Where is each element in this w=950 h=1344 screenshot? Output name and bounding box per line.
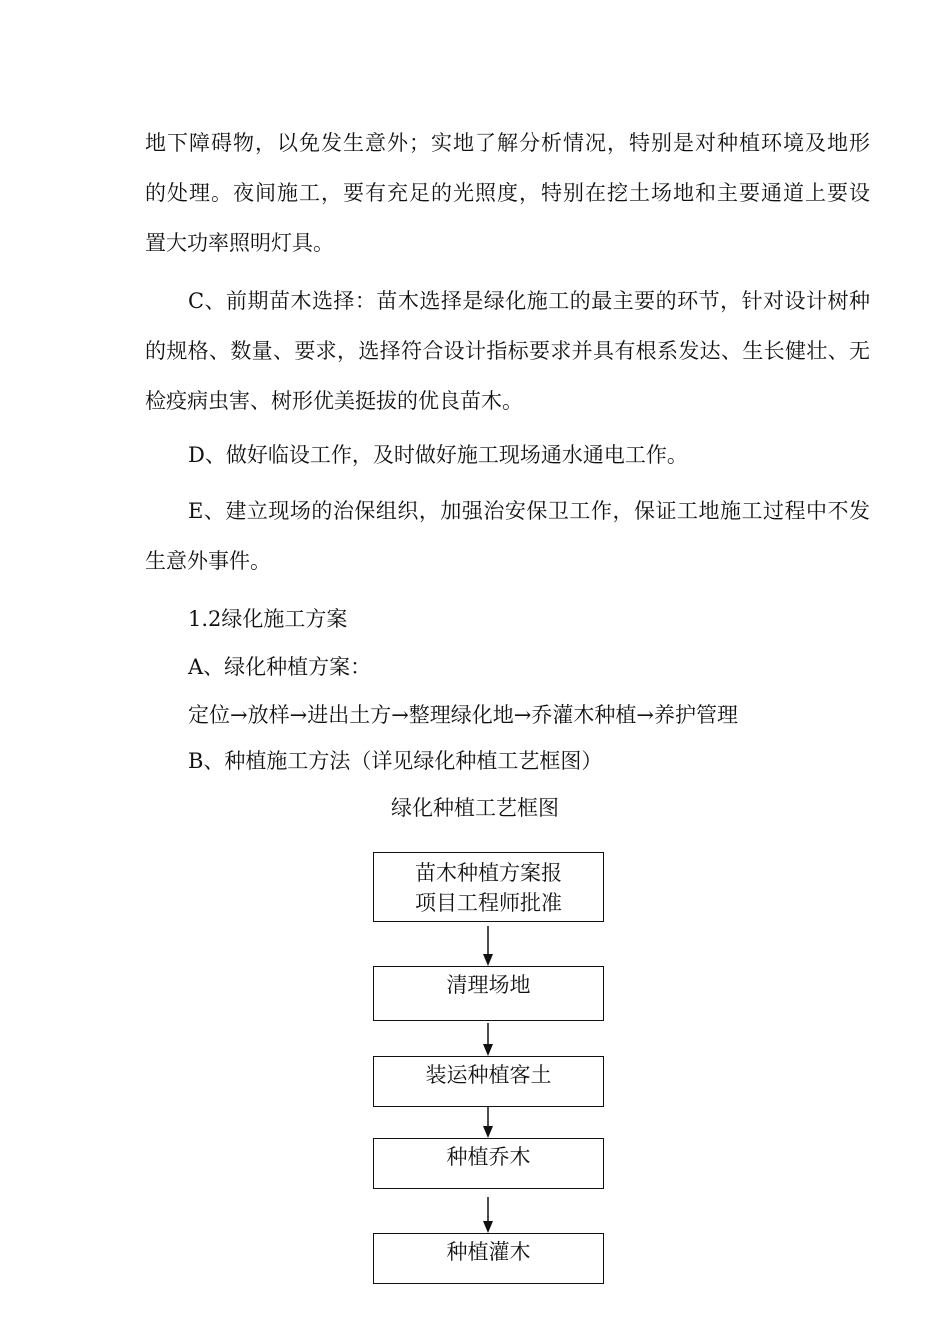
arrow-down-icon [480, 1107, 496, 1138]
flowchart-step-approval [373, 852, 604, 922]
flowchart-step-clear-site [373, 966, 604, 1021]
paragraph-line: 地下障碍物，以免发生意外；实地了解分析情况，特别是对种植环境及地形 [145, 131, 870, 155]
step-text: 装运种植客土 [425, 1063, 552, 1087]
flowchart-step-plant-trees [373, 1138, 604, 1189]
step-text: 苗木种植方案报 [415, 861, 562, 885]
arrow-down-icon [480, 1021, 496, 1056]
paragraph-line: 检疫病虫害、树形优美挺拔的优良苗木。 [145, 389, 523, 413]
step-text: 种植灌木 [446, 1240, 531, 1264]
arrow-down-icon [480, 1195, 496, 1233]
planting-sequence: 定位→放样→进出土方→整理绿化地→乔灌木种植→养护管理 [188, 703, 738, 727]
arrow-down-icon [480, 922, 496, 966]
method-label: B、种植施工方法（详见绿化种植工艺框图） [188, 749, 603, 773]
paragraph-line: 的处理。夜间施工，要有充足的光照度，特别在挖土场地和主要通道上要设 [145, 181, 870, 205]
step-text: 种植乔木 [446, 1145, 531, 1169]
paragraph-line: D、做好临设工作，及时做好施工现场通水通电工作。 [188, 443, 688, 467]
flowchart-step-transport-soil [373, 1056, 604, 1107]
paragraph-line: 生意外事件。 [145, 549, 271, 573]
paragraph-line: 置大功率照明灯具。 [145, 231, 334, 255]
section-heading: 1.2绿化施工方案 [188, 607, 348, 631]
step-text: 项目工程师批准 [415, 891, 562, 915]
paragraph-line: C、前期苗木选择：苗木选择是绿化施工的最主要的环节，针对设计树种 [188, 289, 870, 313]
flowchart-title: 绿化种植工艺框图 [391, 796, 559, 820]
planting-plan-label: A、绿化种植方案： [188, 655, 372, 679]
paragraph-line: E、建立现场的治保组织，加强治安保卫工作，保证工地施工过程中不发 [188, 499, 870, 523]
paragraph-line: 的规格、数量、要求，选择符合设计指标要求并具有根系发达、生长健壮、无 [145, 339, 870, 363]
flowchart-step-plant-shrubs [373, 1233, 604, 1284]
step-text: 清理场地 [446, 973, 531, 997]
